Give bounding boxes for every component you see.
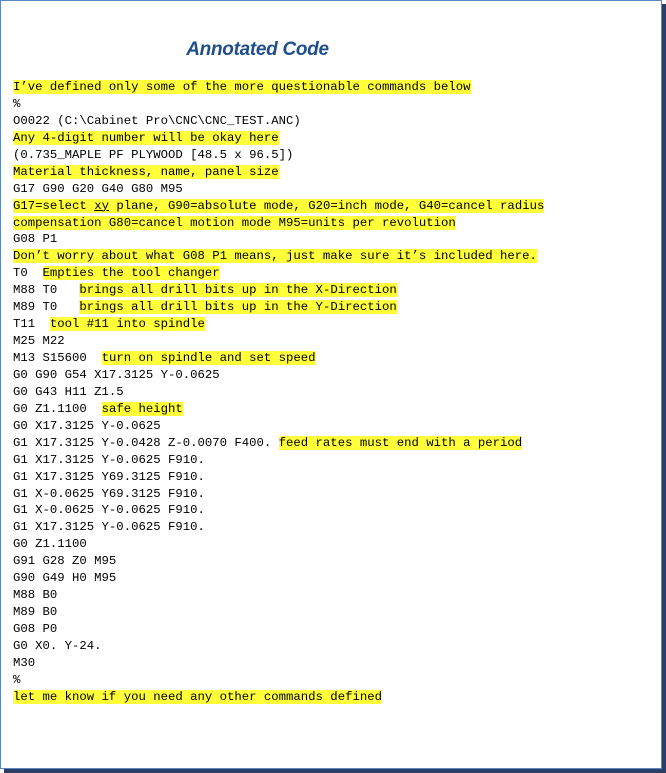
code-line <box>13 215 659 232</box>
code-line: G08 P1 <box>13 232 58 247</box>
code-text: M89 T0 <box>13 300 80 315</box>
annotation: I’ve defined only some of the more questionable commands below <box>13 80 471 94</box>
code-line <box>13 316 659 333</box>
code-line <box>13 130 659 147</box>
code-line: G17 G90 G20 G40 G80 M95 <box>13 181 183 196</box>
code-line: G0 G90 G54 X17.3125 Y-0.0625 <box>13 367 220 382</box>
annotation: Don’t worry about what G08 P1 means, just make sure it’s included here. <box>13 249 537 264</box>
code-line: M89 B0 <box>13 605 58 620</box>
code-line: % <box>13 672 21 687</box>
code-line: (0.735_MAPLE PF PLYWOOD [48.5 x 96.5]) <box>13 147 294 162</box>
code-line: G0 G43 H11 Z1.5 <box>13 384 124 399</box>
annotation: compensation G80=cancel motion mode M95=units per revolution <box>13 215 456 230</box>
annotation: Material thickness, name, panel size <box>13 164 279 179</box>
code-line: G1 X17.3125 Y-0.0625 F910. <box>13 452 205 467</box>
code-line: G0 X0. Y-24. <box>13 638 102 653</box>
code-line <box>13 689 659 706</box>
code-line <box>13 435 659 452</box>
code-text: M88 T0 <box>13 283 80 298</box>
code-line: M30 <box>13 655 36 670</box>
code-line: G0 Z1.1100 <box>13 537 87 552</box>
code-line: G1 X-0.0625 Y-0.0625 F910. <box>13 503 205 518</box>
annotation: turn on spindle and set speed <box>101 351 316 365</box>
code-line <box>13 248 659 265</box>
annotation: Any 4-digit number will be okay here <box>13 130 279 145</box>
code-line <box>13 198 659 215</box>
annotation-underlined-word: xy <box>94 198 109 213</box>
code-line: G1 X-0.0625 Y69.3125 F910. <box>13 486 205 501</box>
code-line <box>13 79 659 96</box>
annotation: Empties the tool changer <box>42 266 220 281</box>
code-line: G91 G28 Z0 M95 <box>13 554 117 569</box>
code-line: M25 M22 <box>13 334 65 349</box>
code-line: G90 G49 H0 M95 <box>13 571 117 586</box>
code-line <box>13 299 659 316</box>
annotation: safe height <box>101 401 183 416</box>
annotation-text: plane, G90=absolute mode, G20=inch mode, G40=cancel radius <box>108 198 545 213</box>
annotation-text: G17=select <box>13 198 95 213</box>
code-line: G1 X17.3125 Y-0.0625 F910. <box>13 520 205 535</box>
code-text: G1 X17.3125 Y-0.0428 Z-0.0070 F400. <box>13 435 279 450</box>
annotation: brings all drill bits up in the Y-Direction <box>79 300 397 315</box>
code-line <box>13 164 659 181</box>
code-text: G0 Z1.1100 <box>13 401 102 416</box>
code-text: T0 <box>13 266 43 281</box>
code-line: G1 X17.3125 Y69.3125 F910. <box>13 469 205 484</box>
code-text: T11 <box>13 317 50 332</box>
code-text: M13 S15600 <box>13 351 102 365</box>
page-title: Annotated Code <box>186 39 329 60</box>
code-line <box>13 350 659 367</box>
code-line: G0 X17.3125 Y-0.0625 <box>13 418 161 433</box>
annotation: let me know if you need any other commands defined <box>13 689 382 704</box>
annotated-code-block <box>13 79 659 706</box>
code-line: M88 B0 <box>13 588 58 603</box>
annotation: brings all drill bits up in the X-Direction <box>79 283 397 298</box>
annotation: feed rates must end with a period <box>278 435 523 450</box>
code-line: % <box>13 96 21 111</box>
code-line <box>13 401 659 418</box>
annotation <box>13 199 544 213</box>
code-line <box>13 282 659 299</box>
code-line: G08 P0 <box>13 622 58 636</box>
code-line <box>13 265 659 282</box>
code-line: O0022 (C:\Cabinet Pro\CNC\CNC_TEST.ANC) <box>13 113 301 128</box>
annotation: tool #11 into spindle <box>49 317 205 332</box>
